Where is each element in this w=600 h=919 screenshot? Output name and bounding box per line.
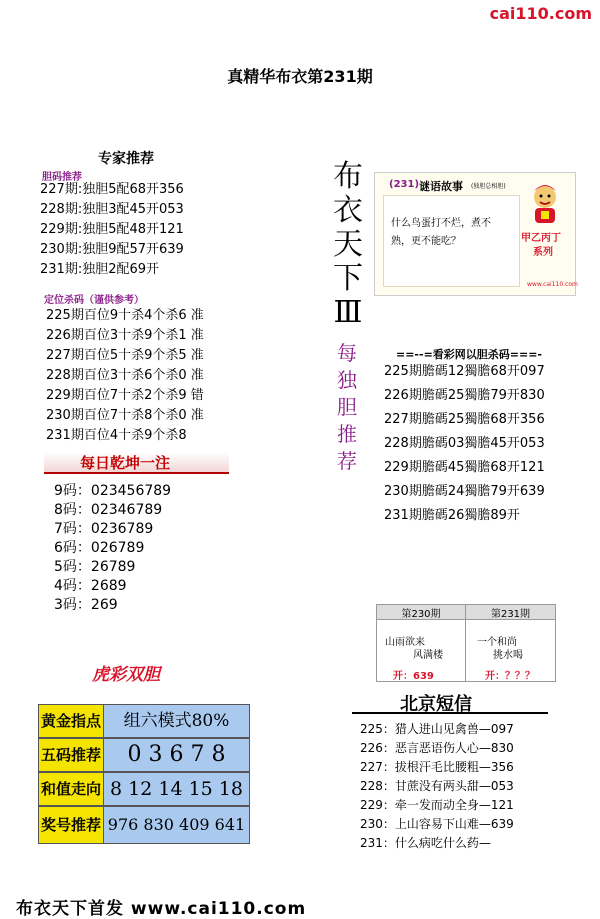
list-item: 225：猎人进山见禽兽—097 [360, 722, 514, 736]
period-divider [465, 619, 466, 681]
solo-char: 荐 [337, 449, 357, 473]
list-item: 226期膽碼25獨膽79开830 [384, 388, 545, 403]
list-item: 231期膽碼26獨膽89开 [384, 508, 520, 523]
solo-char: 推 [337, 422, 357, 446]
brand-char: Ⅲ [333, 295, 363, 330]
period-right-head: 第231期 [466, 605, 555, 620]
periods-box [376, 604, 556, 682]
riddle-box [374, 172, 576, 296]
expert-heading: 专家推荐 [98, 151, 154, 167]
list-item: 228期百位3十杀6个杀0 准 [46, 368, 204, 383]
list-item: 231：什么病吃什么药— [360, 836, 491, 850]
list-item: 9码：023456789 [54, 483, 172, 499]
brand-vertical [330, 160, 366, 330]
brand-char: 布 [333, 159, 363, 194]
period-left-text: 山雨欲来 [385, 637, 425, 648]
daily-heading: 每日乾坤一注 [80, 454, 171, 472]
tiger-value: 976 830 409 641 [104, 807, 249, 843]
tiger-value: 0 3 6 7 8 [104, 739, 249, 771]
period-right-text: 一个和尚 [477, 637, 517, 648]
tiger-value: 8 12 14 15 18 [104, 773, 249, 805]
list-item: 227期百位5十杀9个杀5 准 [46, 348, 204, 363]
period-right-text: 挑水喝 [493, 650, 523, 661]
list-item: 230：上山容易下山难—639 [360, 817, 514, 831]
list-item: 225期膽碼12獨膽68开097 [384, 364, 545, 379]
tiger-label: 奖号推荐 [39, 807, 103, 843]
list-item: 228期膽碼03獨膽45开053 [384, 436, 545, 451]
list-item: 5码：26789 [54, 559, 136, 575]
period-right-result: 开：？？？ [485, 671, 535, 682]
solo-char: 每 [337, 341, 357, 365]
riddle-heading: 谜语故事 [419, 180, 463, 193]
position-kill-heading: 定位杀码（谨供参考） [44, 295, 144, 306]
riddle-side-label: 系列 [533, 247, 553, 258]
daily-list [54, 482, 171, 615]
page-title: 真精华布衣第231期 [227, 67, 373, 86]
tiger-label: 黄金指点 [39, 705, 103, 737]
expert-subheading: 胆码推荐 [42, 172, 82, 183]
solo-list [384, 360, 545, 528]
riddle-text: 什么鸟蛋打不烂，煮不熟，更不能吃？ [391, 218, 491, 247]
list-item: 229期百位7十杀2个杀9 错 [46, 388, 204, 403]
solo-vertical [334, 340, 360, 475]
list-item: 230期百位7十杀8个杀0 准 [46, 408, 204, 423]
mascot-icon [525, 181, 565, 225]
beijing-heading: 北京短信 [400, 694, 472, 715]
position-kill-list [46, 306, 204, 446]
list-item: 227期:独胆5配68开356 [40, 182, 184, 197]
period-left-result: 开：639 [393, 671, 434, 682]
list-item: 228：甘蔗没有两头甜—053 [360, 779, 514, 793]
tiger-label: 五码推荐 [39, 739, 103, 771]
list-item: 7码：0236789 [54, 521, 154, 537]
brand-char: 天 [333, 227, 363, 262]
brand-char: 下 [333, 261, 363, 296]
riddle-note: (独胆总相胆) [471, 183, 506, 190]
list-item: 8码：02346789 [54, 502, 163, 518]
footer-text: 布衣天下首发 www.cai110.com [16, 899, 307, 919]
list-item: 231期:独胆2配69开 [40, 262, 160, 277]
period-left-text: 风满楼 [413, 650, 443, 661]
list-item: 227期膽碼25獨膽68开356 [384, 412, 545, 427]
list-item: 226：恶言恶语伤人心—830 [360, 741, 514, 755]
list-item: 227：拔根汗毛比腰粗—356 [360, 760, 514, 774]
site-logo: cai110.com [489, 4, 592, 23]
solo-char: 独 [337, 368, 357, 392]
list-item: 229期:独胆5配48开121 [40, 222, 184, 237]
list-item: 6码：026789 [54, 540, 145, 556]
tiger-heading: 虎彩双胆 [92, 665, 160, 685]
tiger-label: 和值走向 [39, 773, 103, 805]
list-item: 231期百位4十杀9个杀8 [46, 428, 187, 443]
solo-heading: ==--=看彩网以胆杀码===- [396, 348, 542, 361]
list-item: 230期膽碼24獨膽79开639 [384, 484, 545, 499]
solo-char: 胆 [337, 395, 357, 419]
riddle-side-label: 甲乙丙丁 [521, 233, 561, 244]
list-item: 230期:独胆9配57开639 [40, 242, 184, 257]
riddle-period: (231) [389, 179, 420, 190]
expert-list [40, 180, 184, 280]
brand-char: 衣 [333, 193, 363, 228]
list-item: 229：牵一发而动全身—121 [360, 798, 514, 812]
period-left-head: 第230期 [377, 605, 466, 620]
beijing-list [360, 720, 514, 853]
tiger-table [38, 704, 250, 844]
list-item: 225期百位9十杀4个杀6 准 [46, 308, 204, 323]
list-item: 4码：2689 [54, 578, 127, 594]
list-item: 229期膽碼45獨膽68开121 [384, 460, 545, 475]
list-item: 3码：269 [54, 597, 118, 613]
tiger-value: 组六模式80% [104, 705, 249, 737]
list-item: 226期百位3十杀9个杀1 准 [46, 328, 204, 343]
list-item: 228期:独胆3配45开053 [40, 202, 184, 217]
riddle-site: www.cai110.com [527, 281, 578, 288]
